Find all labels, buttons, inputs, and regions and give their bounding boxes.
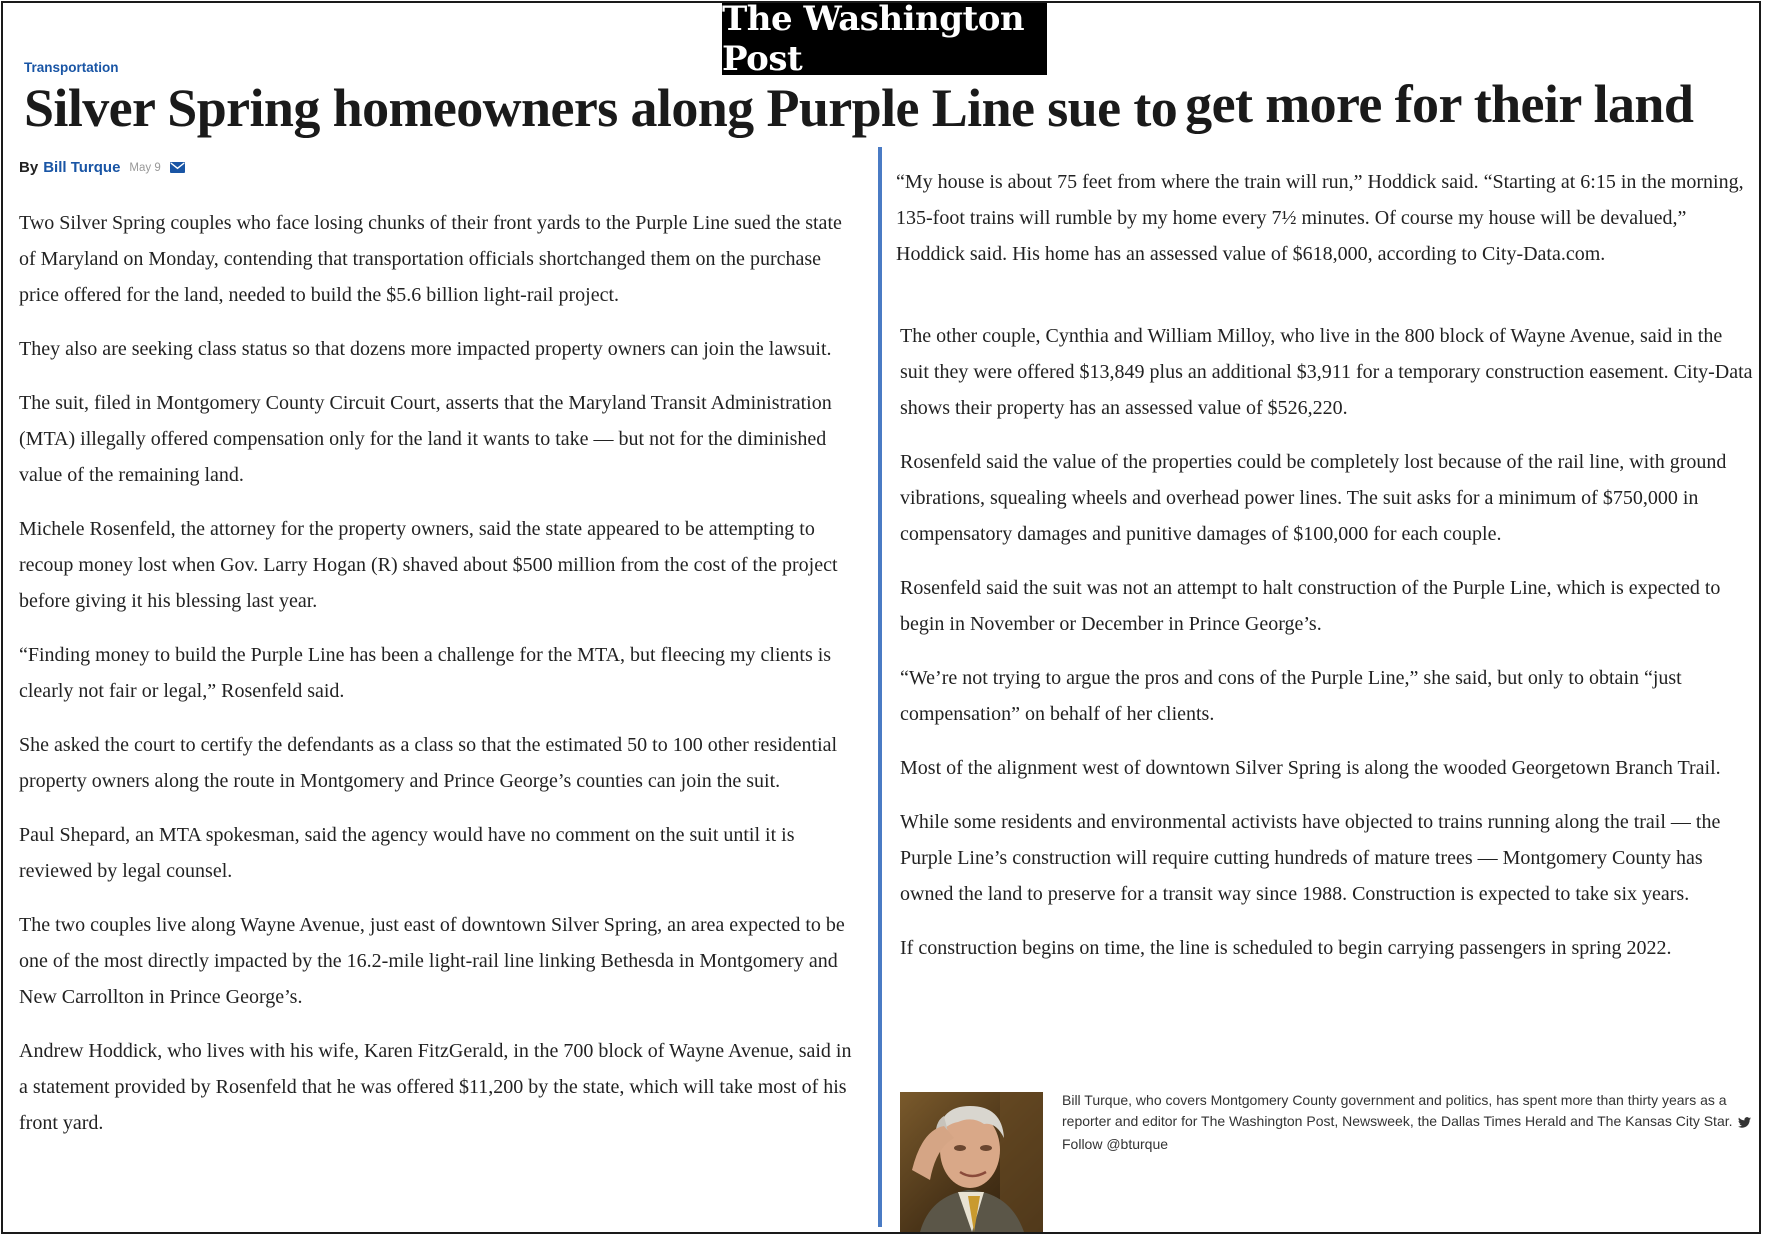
paragraph: Paul Shepard, an MTA spokesman, said the agency would have no comment on the suit until it is reviewed by legal counsel.: [19, 824, 795, 882]
left-column: [19, 205, 859, 1159]
paragraph: While some residents and environmental activists have objected to trains running along the trail — the Purple Line’s construction will require cutting hundreds of mature trees — Montgomery County has owned the land to preserve for a transit way since 1988. Construction is expected to take six years.: [900, 811, 1721, 905]
headline-part-1: Silver Spring homeowners along Purple Line sue to: [24, 78, 1178, 138]
paragraph: Most of the alignment west of downtown Silver Spring is along the wooded Georgetown Branch Trail.: [900, 757, 1721, 779]
column-divider: [878, 147, 882, 1227]
envelope-icon[interactable]: [170, 162, 185, 173]
right-column: [900, 318, 1755, 984]
paragraph: Two Silver Spring couples who face losing chunks of their front yards to the Purple Line sued the state of Maryland on Monday, contending that transportation officials shortchanged them on the purchase price offered for the land, needed to build the $5.6 billion light-rail project.: [19, 212, 842, 306]
author-photo: [900, 1092, 1043, 1232]
twitter-follow-link[interactable]: Follow @bturque: [1062, 1136, 1169, 1152]
paragraph: The other couple, Cynthia and William Milloy, who live in the 800 block of Wayne Avenue, said in the suit they were offered $13,849 plus an additional $3,911 for a temporary construction easement. City-Data shows their property has an assessed value of $526,220.: [900, 325, 1753, 419]
paragraph: Rosenfeld said the suit was not an attempt to halt construction of the Purple Line, which is expected to begin in November or December in Prince George’s.: [900, 577, 1721, 635]
paragraph: “My house is about 75 feet from where the train will run,” Hoddick said. “Starting at 6:15 in the morning, 135-foot trains will rumble by my home every 7½ minutes. Of course my house will be devalued,” Hoddick said. His home has an assessed value of $618,000, according to City-Data.com.: [896, 171, 1744, 265]
byline: [19, 159, 185, 176]
publish-date: May 9: [129, 161, 161, 174]
author-bio: [1062, 1090, 1757, 1155]
paragraph: “We’re not trying to argue the pros and cons of the Purple Line,” she said, but only to obtain “just compensation” on behalf of her clients.: [900, 667, 1682, 725]
right-column-top: [896, 164, 1751, 290]
paragraph: Michele Rosenfeld, the attorney for the property owners, said the state appeared to be attempting to recoup money lost when Gov. Larry Hogan (R) shaved about $500 million from the cost of the project before giving it his blessing last year.: [19, 518, 838, 612]
article-frame: [1, 1, 1761, 1234]
paragraph: Andrew Hoddick, who lives with his wife, Karen FitzGerald, in the 700 block of Wayne Avenue, said in a statement provided by Rosenfeld that he was offered $11,200 by the state, which will take most of his front yard.: [19, 1040, 852, 1134]
masthead-title: The Washington Post: [722, 1, 1025, 79]
twitter-bird-icon: [1738, 1113, 1751, 1134]
paragraph: They also are seeking class status so that dozens more impacted property owners can join the lawsuit.: [19, 338, 832, 360]
section-label[interactable]: Transportation: [24, 60, 119, 75]
headline: [24, 74, 1694, 139]
paragraph: The suit, filed in Montgomery County Circuit Court, asserts that the Maryland Transit Administration (MTA) illegally offered compensation only for the land it wants to take — but not for the diminished value of the remaining land.: [19, 392, 832, 486]
headline-part-2: get more for their land: [1185, 74, 1694, 134]
byline-by: By: [19, 159, 39, 176]
paragraph: Rosenfeld said the value of the properties could be completely lost because of the rail line, with ground vibrations, squealing wheels and overhead power lines. The suit asks for a minimum of $750,000 in compensatory damages and punitive damages of $100,000 for each couple.: [900, 451, 1727, 545]
paragraph: She asked the court to certify the defendants as a class so that the estimated 50 to 100 other residential property owners along the route in Montgomery and Prince George’s counties can join the suit.: [19, 734, 838, 792]
paragraph: If construction begins on time, the line is scheduled to begin carrying passengers in spring 2022.: [900, 937, 1672, 959]
paragraph: “Finding money to build the Purple Line has been a challenge for the MTA, but fleecing my clients is clearly not fair or legal,” Rosenfeld said.: [19, 644, 832, 702]
author-bio-text: Bill Turque, who covers Montgomery County government and politics, has spent more than thirty years as a reporter and editor for The Washington Post, Newsweek, the Dallas Times Herald and The Kansas City Star.: [1062, 1092, 1733, 1129]
author-link[interactable]: Bill Turque: [43, 159, 121, 176]
paragraph: The two couples live along Wayne Avenue, just east of downtown Silver Spring, an area expected to be one of the most directly impacted by the 16.2-mile light-rail line linking Bethesda in Montgomery and New Carrollton in Prince George’s.: [19, 914, 845, 1008]
masthead-logo[interactable]: [722, 1, 1047, 79]
